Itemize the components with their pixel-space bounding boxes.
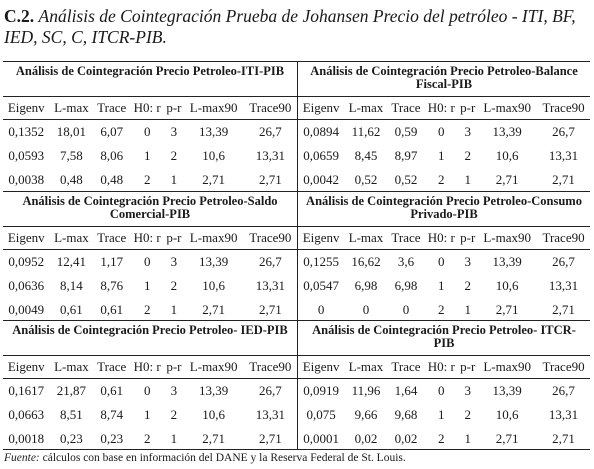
cell: 1 xyxy=(143,148,151,163)
cell: 2 xyxy=(170,278,178,293)
cell: 13,39 xyxy=(492,254,522,269)
panel-title: Análisis de Cointegración Precio Petroleo-ITI-PIB xyxy=(15,64,285,78)
panel-balance-fiscal-pib xyxy=(297,62,590,191)
stats-table xyxy=(3,355,297,451)
cell: 6,98 xyxy=(354,278,378,293)
cell: 3 xyxy=(464,383,472,398)
col-h0: H0: r xyxy=(424,227,458,250)
cell: 9,68 xyxy=(394,407,418,422)
cell: 0,1617 xyxy=(8,383,45,398)
cell: 0,0659 xyxy=(303,148,339,163)
cell: 0 xyxy=(143,124,151,139)
col-lmax90: L-max90 xyxy=(477,356,537,379)
cell: 8,74 xyxy=(100,407,124,422)
cell: 0,0593 xyxy=(8,148,45,163)
table-row xyxy=(298,403,590,427)
cell: 13,39 xyxy=(199,383,229,398)
col-lmax: L-max xyxy=(50,356,94,379)
table-row xyxy=(3,379,297,404)
cell: 26,7 xyxy=(552,254,575,269)
col-eigenv: Eigenv xyxy=(3,97,50,120)
cell: 10,6 xyxy=(202,278,225,293)
table-row xyxy=(3,168,297,192)
stats-table xyxy=(298,96,590,192)
col-eigenv: Eigenv xyxy=(298,97,344,120)
cell: 8,51 xyxy=(60,407,83,422)
table-row xyxy=(3,427,297,451)
table-row xyxy=(3,144,297,168)
col-lmax: L-max xyxy=(50,97,94,120)
cell: 3 xyxy=(170,383,178,398)
cell: 3,6 xyxy=(397,254,415,269)
col-lmax: L-max xyxy=(344,356,387,379)
cell: 0,48 xyxy=(60,172,83,187)
stats-table xyxy=(298,355,590,451)
cell: 0,075 xyxy=(306,407,336,422)
cell: 0,0952 xyxy=(8,254,45,269)
table-header-row xyxy=(298,227,590,250)
cell: 0,0038 xyxy=(8,172,45,187)
cell: 2,71 xyxy=(258,172,282,187)
cell: 1 xyxy=(464,431,472,446)
col-eigenv: Eigenv xyxy=(298,356,344,379)
cell: 18,01 xyxy=(56,124,87,139)
cell: 13,39 xyxy=(492,124,522,139)
col-h0: H0: r xyxy=(424,356,458,379)
cell: 1 xyxy=(464,172,472,187)
cell: 0,52 xyxy=(394,172,418,187)
col-pr: p-r xyxy=(164,97,183,120)
col-h0: H0: r xyxy=(130,356,164,379)
source-text: cálculos con base en información del DANE y la Reserva Federal de St. Louis. xyxy=(39,452,406,464)
panel-itcr-pib xyxy=(297,320,590,449)
table-caption xyxy=(4,6,590,48)
cell: 3 xyxy=(170,124,178,139)
cell: 26,7 xyxy=(258,124,282,139)
cell: 0,0547 xyxy=(303,278,339,293)
table-row xyxy=(3,298,297,322)
cell: 1 xyxy=(464,302,472,317)
cell: 1,64 xyxy=(394,383,418,398)
cell: 10,6 xyxy=(202,407,225,422)
cell: 0,59 xyxy=(394,124,418,139)
cell: 2,71 xyxy=(552,302,575,317)
col-lmax90: L-max90 xyxy=(184,356,244,379)
cell: 2,71 xyxy=(552,431,575,446)
cell: 3 xyxy=(464,124,472,139)
cell: 8,76 xyxy=(100,278,124,293)
cell: 16,62 xyxy=(351,254,381,269)
cell: 0,0636 xyxy=(8,278,45,293)
col-eigenv: Eigenv xyxy=(298,227,344,250)
table-header-row xyxy=(298,97,590,120)
cell: 2 xyxy=(143,431,151,446)
col-trace90: Trace90 xyxy=(244,356,297,379)
cell: 21,87 xyxy=(56,383,87,398)
cell: 0,0042 xyxy=(303,172,339,187)
table-header-row xyxy=(3,227,297,250)
cell: 1 xyxy=(438,148,445,163)
cell: 2 xyxy=(143,302,151,317)
cell: 13,39 xyxy=(492,383,522,398)
cell: 0,1255 xyxy=(303,254,339,269)
col-lmax90: L-max90 xyxy=(184,227,244,250)
cell: 11,96 xyxy=(351,383,381,398)
col-trace: Trace xyxy=(93,227,130,250)
panel-saldo-comercial-pib xyxy=(3,191,297,320)
panel-title: Análisis de Cointegración Precio Petroleo- ITCR-PIB xyxy=(312,323,576,350)
cell: 26,7 xyxy=(258,383,282,398)
cell: 13,31 xyxy=(548,407,579,422)
cell: 2,71 xyxy=(258,431,282,446)
cell: 0 xyxy=(438,254,445,269)
cell: 2,71 xyxy=(202,302,225,317)
cell: 0 xyxy=(317,302,325,317)
table-header-row xyxy=(3,356,297,379)
cell: 0,52 xyxy=(354,172,378,187)
col-lmax: L-max xyxy=(50,227,94,250)
cell: 0,0919 xyxy=(303,383,339,398)
panel-iti-pib xyxy=(3,62,297,191)
cell: 0,48 xyxy=(100,172,124,187)
col-h0: H0: r xyxy=(130,227,164,250)
cell: 2,71 xyxy=(495,172,519,187)
cell: 7,58 xyxy=(60,148,83,163)
cell: 2 xyxy=(143,172,151,187)
cell: 2 xyxy=(170,407,178,422)
table-row xyxy=(298,250,590,275)
cell: 0,1352 xyxy=(8,124,45,139)
col-trace90: Trace90 xyxy=(537,97,590,120)
cell: 1 xyxy=(170,172,178,187)
panel-title: Análisis de Cointegración Precio Petroleo- IED-PIB xyxy=(12,323,288,337)
cell: 2 xyxy=(438,431,445,446)
cell: 13,31 xyxy=(548,278,579,293)
col-pr: p-r xyxy=(458,97,477,120)
panel-title: Análisis de Cointegración Precio Petroleo-Balance Fiscal-PIB xyxy=(310,64,578,91)
cell: 1 xyxy=(143,278,151,293)
col-pr: p-r xyxy=(458,356,477,379)
col-lmax90: L-max90 xyxy=(477,227,537,250)
cell: 6,07 xyxy=(100,124,124,139)
cell: 13,31 xyxy=(255,407,285,422)
stats-table xyxy=(3,226,297,322)
cell: 0 xyxy=(402,302,410,317)
cell: 9,66 xyxy=(354,407,378,422)
col-h0: H0: r xyxy=(130,97,164,120)
cell: 3 xyxy=(170,254,178,269)
cell: 0,02 xyxy=(354,431,378,446)
cell: 2,71 xyxy=(495,302,519,317)
col-trace90: Trace90 xyxy=(537,356,590,379)
cointegration-grid xyxy=(3,61,590,450)
table-row xyxy=(298,427,590,451)
col-trace: Trace xyxy=(93,356,130,379)
cell: 13,31 xyxy=(255,278,285,293)
cell: 10,6 xyxy=(495,407,519,422)
table-row xyxy=(3,250,297,275)
table-row xyxy=(298,120,590,145)
cell: 13,31 xyxy=(255,148,285,163)
cell: 0 xyxy=(362,302,370,317)
cell: 8,14 xyxy=(60,278,83,293)
cell: 0,0018 xyxy=(8,431,45,446)
cell: 0,0001 xyxy=(303,431,339,446)
cell: 8,97 xyxy=(394,148,418,163)
cell: 26,7 xyxy=(552,383,575,398)
caption-title: Análisis de Cointegración Prueba de Johansen Precio del petróleo - ITI, BF, IED, SC, C, ITCR-PIB. xyxy=(4,6,576,47)
cell: 26,7 xyxy=(552,124,575,139)
cell: 2 xyxy=(464,407,472,422)
panel-title: Análisis de Cointegración Precio Petroleo-Consumo Privado-PIB xyxy=(306,194,582,221)
panel-ied-pib xyxy=(3,320,297,449)
cell: 1 xyxy=(438,278,445,293)
table-row xyxy=(298,379,590,404)
cell: 2 xyxy=(464,278,472,293)
col-trace: Trace xyxy=(93,97,130,120)
table-row xyxy=(298,168,590,192)
cell: 0 xyxy=(438,124,445,139)
col-lmax: L-max xyxy=(344,227,387,250)
cell: 0,0894 xyxy=(303,124,339,139)
stats-table xyxy=(3,96,297,192)
cell: 8,45 xyxy=(354,148,378,163)
cell: 12,41 xyxy=(56,254,87,269)
cell: 0 xyxy=(143,383,151,398)
cell: 10,6 xyxy=(202,148,225,163)
col-lmax90: L-max90 xyxy=(477,97,537,120)
cell: 2 xyxy=(464,148,472,163)
cell: 2,71 xyxy=(495,431,519,446)
cell: 3 xyxy=(464,254,472,269)
panel-title: Análisis de Cointegración Precio Petroleo-Saldo Comercial-PIB xyxy=(22,194,278,221)
col-pr: p-r xyxy=(458,227,477,250)
table-header-row xyxy=(298,356,590,379)
col-pr: p-r xyxy=(164,227,183,250)
cell: 0,61 xyxy=(100,383,124,398)
cell: 0 xyxy=(438,383,445,398)
stats-table xyxy=(298,226,590,322)
col-trace90: Trace90 xyxy=(244,227,297,250)
col-lmax90: L-max90 xyxy=(184,97,244,120)
cell: 10,6 xyxy=(495,148,519,163)
cell: 2 xyxy=(170,148,178,163)
cell: 11,62 xyxy=(351,124,381,139)
col-trace90: Trace90 xyxy=(244,97,297,120)
cell: 2 xyxy=(438,172,445,187)
table-header-row xyxy=(3,97,297,120)
cell: 1 xyxy=(438,407,445,422)
panel-consumo-privado-pib xyxy=(297,191,590,320)
cell: 2,71 xyxy=(552,172,575,187)
cell: 0,02 xyxy=(394,431,418,446)
cell: 26,7 xyxy=(258,254,282,269)
caption-number: C.2. xyxy=(4,6,35,26)
cell: 1 xyxy=(170,302,178,317)
cell: 6,98 xyxy=(394,278,418,293)
cell: 1,17 xyxy=(100,254,124,269)
source-note xyxy=(4,452,590,464)
table-row xyxy=(3,120,297,145)
table-row xyxy=(3,403,297,427)
cell: 0,61 xyxy=(60,302,83,317)
cell: 0,23 xyxy=(100,431,124,446)
cell: 0,61 xyxy=(100,302,124,317)
cell: 0,23 xyxy=(60,431,83,446)
cell: 1 xyxy=(170,431,178,446)
cell: 2 xyxy=(438,302,445,317)
col-pr: p-r xyxy=(164,356,183,379)
col-lmax: L-max xyxy=(344,97,387,120)
col-trace: Trace xyxy=(388,356,425,379)
cell: 0 xyxy=(143,254,151,269)
cell: 0,0049 xyxy=(8,302,45,317)
col-trace: Trace xyxy=(388,97,425,120)
cell: 1 xyxy=(143,407,151,422)
col-eigenv: Eigenv xyxy=(3,227,50,250)
table-row xyxy=(298,274,590,298)
cell: 2,71 xyxy=(202,172,225,187)
col-h0: H0: r xyxy=(424,97,458,120)
source-label: Fuente: xyxy=(4,452,40,464)
cell: 13,39 xyxy=(199,254,229,269)
cell: 13,31 xyxy=(548,148,579,163)
cell: 8,06 xyxy=(100,148,124,163)
cell: 0,0663 xyxy=(8,407,45,422)
col-trace: Trace xyxy=(388,227,425,250)
table-row xyxy=(3,274,297,298)
col-eigenv: Eigenv xyxy=(3,356,50,379)
cell: 2,71 xyxy=(258,302,282,317)
cell: 10,6 xyxy=(495,278,519,293)
table-row xyxy=(298,144,590,168)
table-row xyxy=(298,298,590,322)
cell: 2,71 xyxy=(202,431,225,446)
col-trace90: Trace90 xyxy=(537,227,590,250)
cell: 13,39 xyxy=(199,124,229,139)
